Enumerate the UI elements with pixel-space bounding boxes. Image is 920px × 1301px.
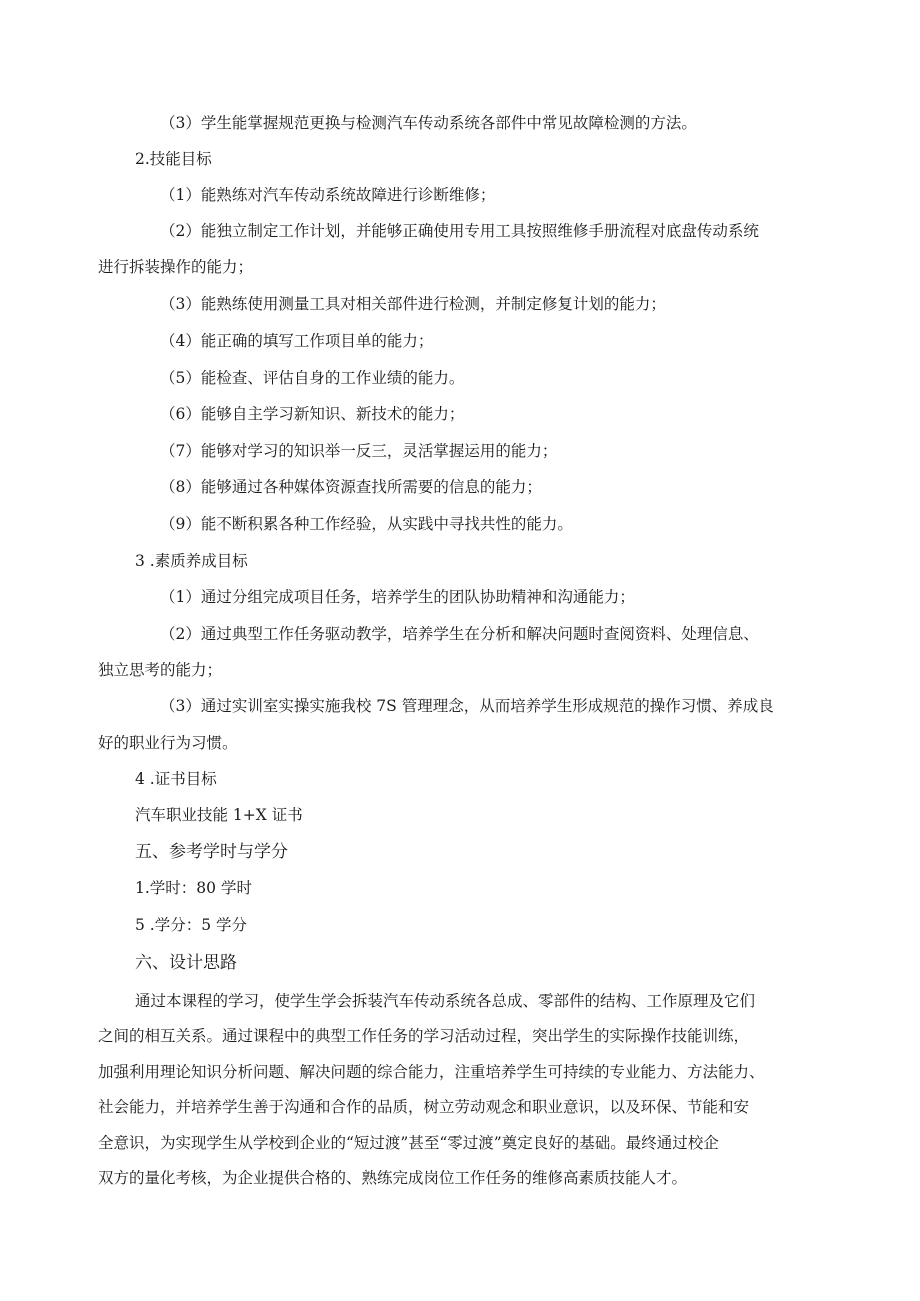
skill-goal-item-6: （6）能够自主学习新知识、新技术的能力；	[160, 405, 465, 423]
section6-line-1: 通过本课程的学习，使学生学会拆装汽车传动系统各总成、零部件的结构、工作原理及它们	[135, 992, 756, 1010]
section5-heading: 五、参考学时与学分	[135, 842, 288, 862]
section5-hours: 1.学时：80 学时	[135, 879, 252, 897]
quality-goal-item-2: （2）通过典型工作任务驱动教学，培养学生在分析和解决问题时查阅资料、处理信息、	[160, 625, 759, 643]
skill-goal-item-4: （4）能正确的填写工作项目单的能力；	[160, 332, 434, 350]
skill-goal-item-3: （3）能熟练使用测量工具对相关部件进行检测，并制定修复计划的能力；	[160, 295, 666, 313]
skill-goal-item-7: （7）能够对学习的知识举一反三，灵活掌握运用的能力；	[160, 442, 558, 460]
section6-line-3: 加强利用理论知识分析问题、解决问题的综合能力，注重培养学生可持续的专业能力、方法能力、	[98, 1063, 765, 1081]
quality-goal-item-1: （1）通过分组完成项目任务，培养学生的团队协助精神和沟通能力；	[160, 588, 635, 606]
skill-goal-item-1: （1）能熟练对汽车传动系统故障进行诊断维修；	[160, 186, 496, 204]
quality-goals-heading: 3 .素质养成目标	[135, 552, 248, 570]
certificate-goals-text: 汽车职业技能 1+X 证书	[135, 806, 303, 824]
section6-heading: 六、设计思路	[135, 953, 237, 973]
skill-goal-item-5: （5）能检查、评估自身的工作业绩的能力。	[160, 369, 465, 387]
skill-goal-item-2-continued: 进行拆装操作的能力；	[98, 258, 254, 276]
knowledge-goal-item-3: （3）学生能掌握规范更换与检测汽车传动系统各部件中常见故障检测的方法。	[160, 114, 697, 132]
skill-goal-item-2: （2）能独立制定工作计划，并能够正确使用专用工具按照维修手册流程对底盘传动系统	[160, 222, 759, 240]
skill-goal-item-8: （8）能够通过各种媒体资源查找所需要的信息的能力；	[160, 478, 542, 496]
section6-line-4: 社会能力，并培养学生善于沟通和合作的品质，树立劳动观念和职业意识，以及环保、节能和安	[98, 1098, 750, 1116]
skill-goal-item-9: （9）能不断积累各种工作经验，从实践中寻找共性的能力。	[160, 515, 573, 533]
quality-goal-item-3-continued: 好的职业行为习惯。	[98, 734, 238, 752]
certificate-goals-heading: 4 .证书目标	[135, 770, 217, 788]
section6-line-5: 全意识，为实现学生从学校到企业的“短过渡”甚至“零过渡”奠定良好的基础。最终通过校企	[98, 1134, 719, 1152]
quality-goal-item-2-continued: 独立思考的能力；	[98, 661, 223, 679]
quality-goal-item-3: （3）通过实训室实操实施我校 7S 管理理念，从而培养学生形成规范的操作习惯、养成良	[160, 697, 774, 715]
skill-goals-heading: 2.技能目标	[135, 150, 212, 168]
section6-line-6: 双方的量化考核，为企业提供合格的、熟练完成岗位工作任务的维修高素质技能人才。	[98, 1169, 688, 1187]
section6-line-2: 之间的相互关系。通过课程中的典型工作任务的学习活动过程，突出学生的实际操作技能训练，	[98, 1027, 750, 1045]
section5-credits: 5 .学分：5 学分	[135, 916, 248, 934]
